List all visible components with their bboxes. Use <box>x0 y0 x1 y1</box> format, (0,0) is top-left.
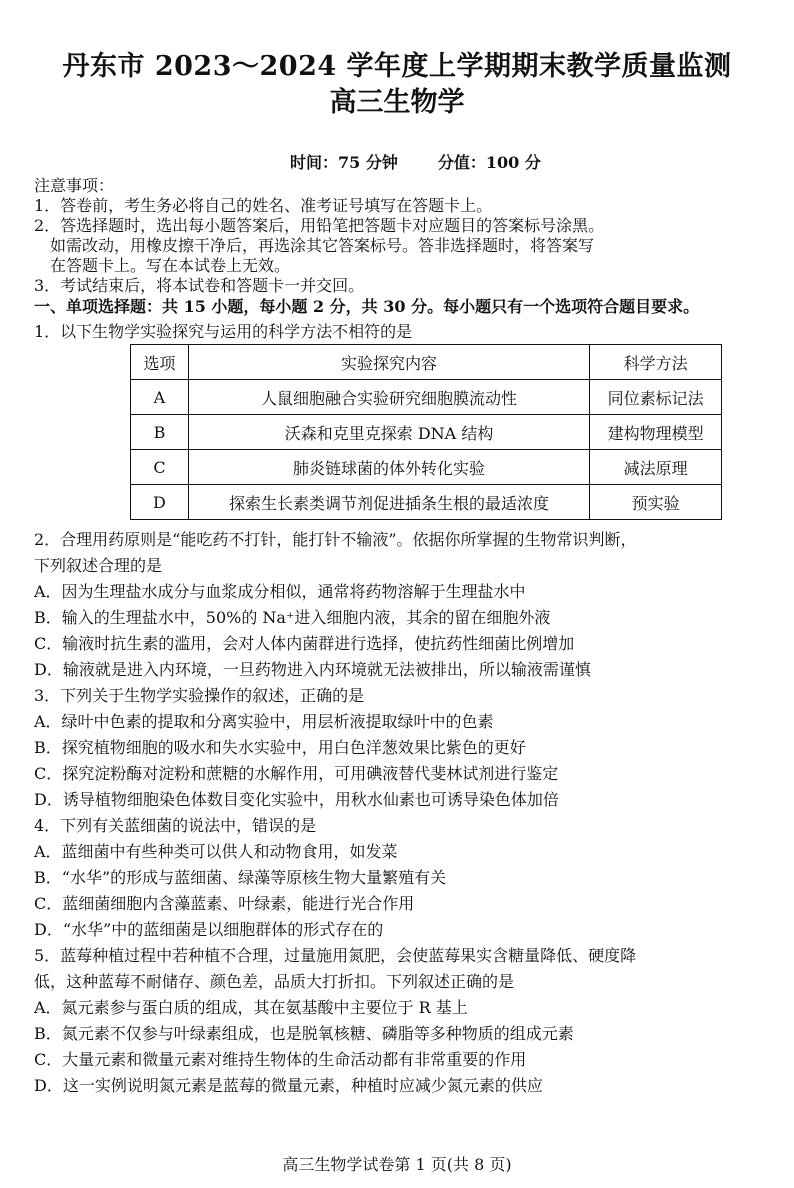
note-item: 如需改动，用橡皮擦干净后，再选涂其它答案标号。答非选择题时，将答案写 <box>50 236 595 255</box>
table-row <box>131 415 722 450</box>
table-cell: 预实验 <box>590 485 722 520</box>
table-cell: B <box>131 415 189 450</box>
table-header-row <box>131 345 722 380</box>
exam-score: 分值：100 分 <box>437 153 541 172</box>
q3-option-d: D．诱导植物细胞染色体数目变化实验中，用秋水仙素也可诱导染色体加倍 <box>34 790 559 809</box>
table-cell: 肺炎链球菌的体外转化实验 <box>188 450 589 485</box>
table-row <box>131 380 722 415</box>
question-4-stem: 4．下列有关蓝细菌的说法中，错误的是 <box>34 816 317 835</box>
q4-option-b: B．“水华”的形成与蓝细菌、绿藻等原核生物大量繁殖有关 <box>34 868 447 887</box>
table-cell: 同位素标记法 <box>590 380 722 415</box>
question-5-stem: 5．蓝莓种植过程中若种植不合理，过量施用氮肥，会使蓝莓果实含糖量降低、硬度降 <box>34 946 637 965</box>
q2-option-c: C．输液时抗生素的滥用，会对人体内菌群进行选择，使抗药性细菌比例增加 <box>34 634 575 653</box>
q4-option-c: C．蓝细菌细胞内含藻蓝素、叶绿素，能进行光合作用 <box>34 894 415 913</box>
table-cell: 人鼠细胞融合实验研究细胞膜流动性 <box>188 380 589 415</box>
notes-heading: 注意事项： <box>34 176 115 195</box>
q5-option-a: A．氮元素参与蛋白质的组成，其在氨基酸中主要位于 R 基上 <box>34 998 468 1017</box>
exam-meta <box>290 150 541 173</box>
note-item: 在答题卡上。写在本试卷上无效。 <box>50 256 291 275</box>
q5-option-b: B．氮元素不仅参与叶绿素组成，也是脱氧核糖、磷脂等多种物质的组成元素 <box>34 1024 574 1043</box>
exam-title: 丹东市 2023～2024 学年度上学期期末教学质量监测 <box>62 51 732 82</box>
note-item: 3．考试结束后，将本试卷和答题卡一并交回。 <box>34 276 365 295</box>
table-cell: 沃森和克里克探索 DNA 结构 <box>188 415 589 450</box>
q5-option-d: D．这一实例说明氮元素是蓝莓的微量元素，种植时应减少氮元素的供应 <box>34 1076 543 1095</box>
section-heading: 一、单项选择题：共 15 小题，每小题 2 分，共 30 分。每小题只有一个选项符合题目要求。 <box>34 297 700 316</box>
q1-table <box>130 344 722 520</box>
table-header-cell: 选项 <box>131 345 189 380</box>
q2-option-b: B．输入的生理盐水中，50%的 Na⁺进入细胞内液，其余的留在细胞外液 <box>34 608 551 627</box>
q3-option-b: B．探究植物细胞的吸水和失水实验中，用白色洋葱效果比紫色的更好 <box>34 738 526 757</box>
note-item: 1．答卷前，考生务必将自己的姓名、准考证号填写在答题卡上。 <box>34 196 493 215</box>
exam-subject: 高三生物学 <box>329 87 465 118</box>
question-1-stem: 1．以下生物学实验探究与运用的科学方法不相符的是 <box>34 322 413 341</box>
question-3-stem: 3．下列关于生物学实验操作的叙述，正确的是 <box>34 686 365 705</box>
table-cell: 建构物理模型 <box>590 415 722 450</box>
table-header-cell: 科学方法 <box>590 345 722 380</box>
q5-option-c: C．大量元素和微量元素对维持生物体的生命活动都有非常重要的作用 <box>34 1050 527 1069</box>
exam-time: 时间：75 分钟 <box>290 153 398 172</box>
table-header-cell: 实验探究内容 <box>188 345 589 380</box>
question-2-stem-cont: 下列叙述合理的是 <box>34 556 163 575</box>
question-2-stem: 2．合理用药原则是“能吃药不打针，能打针不输液”。依据你所掌握的生物常识判断， <box>34 530 637 549</box>
note-item: 2．答选择题时，选出每小题答案后，用铅笔把答题卡对应题目的答案标号涂黑。 <box>34 216 605 235</box>
table-cell: 探索生长素类调节剂促进插条生根的最适浓度 <box>188 485 589 520</box>
q4-option-d: D．“水华”中的蓝细菌是以细胞群体的形式存在的 <box>34 920 384 939</box>
q3-option-c: C．探究淀粉酶对淀粉和蔗糖的水解作用，可用碘液替代斐林试剂进行鉴定 <box>34 764 559 783</box>
table-cell: C <box>131 450 189 485</box>
q2-option-d: D．输液就是进入内环境，一旦药物进入内环境就无法被排出，所以输液需谨慎 <box>34 660 591 679</box>
page-footer: 高三生物学试卷第 1 页(共 8 页) <box>282 1155 512 1174</box>
table-cell: D <box>131 485 189 520</box>
table-cell: 减法原理 <box>590 450 722 485</box>
q3-option-a: A．绿叶中色素的提取和分离实验中，用层析液提取绿叶中的色素 <box>34 712 494 731</box>
question-5-stem-cont: 低，这种蓝莓不耐储存、颜色差，品质大打折扣。下列叙述正确的是 <box>34 972 515 991</box>
table-cell: A <box>131 380 189 415</box>
q4-option-a: A．蓝细菌中有些种类可以供人和动物食用，如发菜 <box>34 842 398 861</box>
table-row <box>131 450 722 485</box>
q2-option-a: A．因为生理盐水成分与血浆成分相似，通常将药物溶解于生理盐水中 <box>34 582 526 601</box>
table-row <box>131 485 722 520</box>
